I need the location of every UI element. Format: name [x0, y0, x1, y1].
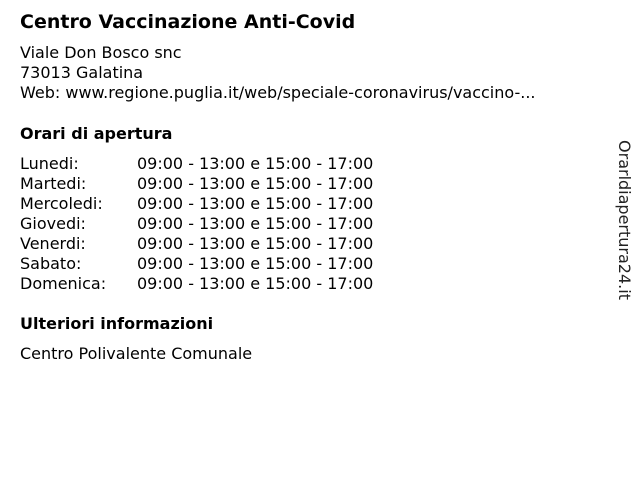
- hours-row-wednesday: [20, 194, 373, 214]
- time-range: 09:00 - 13:00 e 15:00 - 17:00: [137, 254, 374, 273]
- page-title: Centro Vaccinazione Anti-Covid: [20, 11, 356, 33]
- day-label: Lunedi:: [20, 154, 79, 173]
- day-label: Domenica:: [20, 274, 107, 293]
- hours-row-sunday: [20, 274, 373, 294]
- day-label: Venerdi:: [20, 234, 86, 253]
- time-range: 09:00 - 13:00 e 15:00 - 17:00: [137, 174, 374, 193]
- hours-row-saturday: [20, 254, 373, 274]
- address-block: [20, 43, 536, 103]
- hours-row-friday: [20, 234, 373, 254]
- site-watermark: Orarldiapertura24.it: [615, 140, 634, 300]
- day-label: Martedi:: [20, 174, 87, 193]
- more-info-text: Centro Polivalente Comunale: [20, 344, 253, 363]
- time-range: 09:00 - 13:00 e 15:00 - 17:00: [137, 274, 374, 293]
- day-label: Mercoledi:: [20, 194, 103, 213]
- hours-row-monday: [20, 154, 373, 174]
- time-range: 09:00 - 13:00 e 15:00 - 17:00: [137, 194, 374, 213]
- day-label: Sabato:: [20, 254, 82, 273]
- time-range: 09:00 - 13:00 e 15:00 - 17:00: [137, 234, 374, 253]
- opening-hours-list: [20, 154, 373, 294]
- time-range: 09:00 - 13:00 e 15:00 - 17:00: [137, 214, 374, 233]
- day-label: Giovedi:: [20, 214, 86, 233]
- time-range: 09:00 - 13:00 e 15:00 - 17:00: [137, 154, 374, 173]
- opening-hours-heading: Orari di apertura: [20, 124, 173, 143]
- hours-row-thursday: [20, 214, 373, 234]
- street-address: Viale Don Bosco snc: [20, 43, 182, 62]
- more-info-heading: Ulteriori informazioni: [20, 314, 214, 333]
- city-address: 73013 Galatina: [20, 63, 144, 82]
- website-link[interactable]: Web: www.regione.puglia.it/web/speciale-coronavirus/vaccino-...: [20, 83, 536, 102]
- hours-row-tuesday: [20, 174, 373, 194]
